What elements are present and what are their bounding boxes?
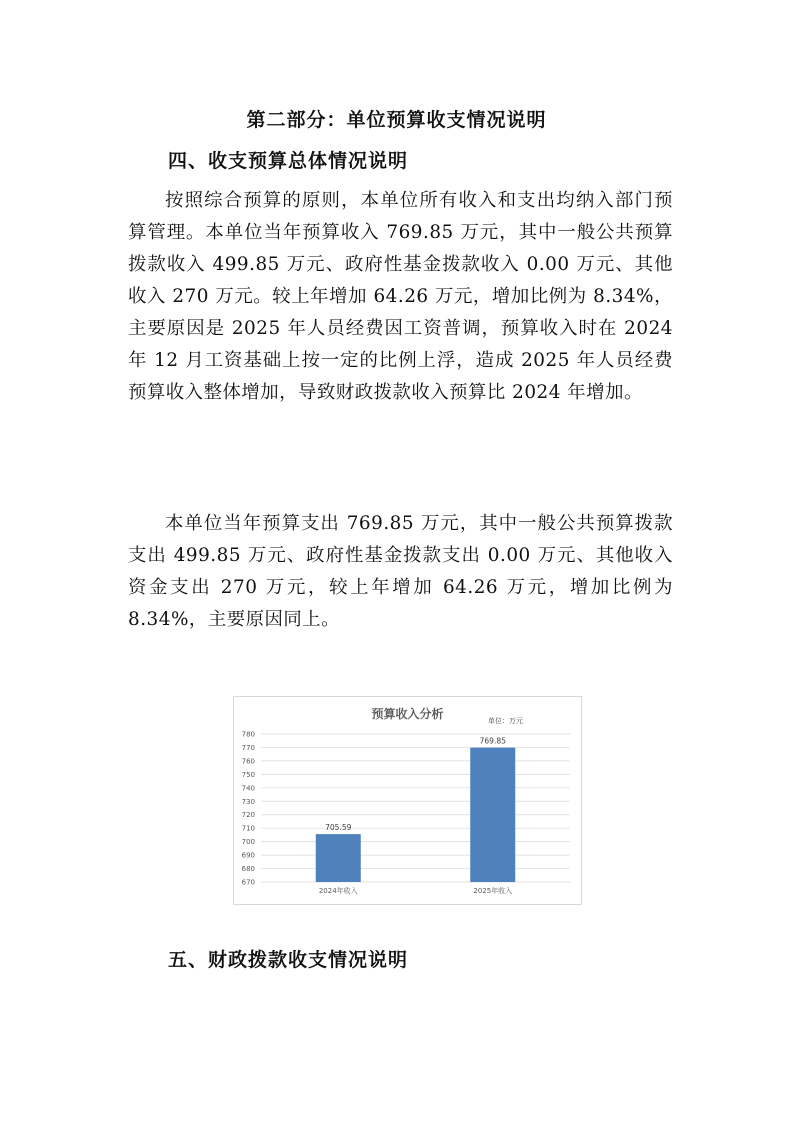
y-tick-label: 700 — [241, 838, 255, 847]
chart-plot — [234, 697, 581, 904]
section-four-paragraph-1: 按照综合预算的原则，本单位所有收入和支出均纳入部门预算管理。本单位当年预算收入 769.85 万元，其中一般公共预算拨款收入 499.85 万元、政府性基金拨款收入 0.00 万元、其他收入 270 万元。较上年增加 64.26 万元，增加比例为 8.34%，主要原因是 2025 年人员经费因工资普调，预算收入时在 2024 年 12 月工资基础上按一定的比例上浮，造成 2025 年人员经费预算收入整体增加，导致财政拨款收入预算比 2024 年增加。 — [128, 190, 673, 403]
y-tick-label: 710 — [241, 824, 255, 833]
y-tick-label: 730 — [241, 797, 255, 806]
bar-value-label: 705.59 — [325, 823, 352, 833]
bar-1 — [316, 834, 361, 882]
budget-income-chart — [233, 696, 582, 905]
y-tick-label: 740 — [241, 784, 255, 793]
y-tick-label: 760 — [241, 757, 255, 766]
y-tick-label: 780 — [241, 730, 255, 739]
bar-value-label: 769.85 — [479, 736, 506, 746]
y-tick-label: 720 — [241, 811, 255, 820]
y-tick-label: 770 — [241, 743, 255, 752]
section-five-heading: 五、财政拨款收支情况说明 — [168, 949, 409, 971]
y-tick-label: 690 — [241, 851, 255, 860]
chart-title: 预算收入分析 — [371, 707, 444, 721]
x-category-label: 2024年收入 — [318, 887, 358, 895]
y-tick-label: 670 — [241, 878, 255, 887]
section-four-paragraph-2: 本单位当年预算支出 769.85 万元，其中一般公共预算拨款支出 499.85 万元、政府性基金拨款支出 0.00 万元、其他收入资金支出 270 万元，较上年增加 64.26 万元，增加比例为 8.34%，主要原因同上。 — [128, 513, 673, 630]
y-tick-label: 750 — [241, 770, 255, 779]
bar-2 — [470, 748, 515, 882]
part-title: 第二部分：单位预算收支情况说明 — [246, 109, 547, 131]
section-four-heading: 四、收支预算总体情况说明 — [168, 150, 409, 172]
y-tick-label: 680 — [241, 865, 255, 874]
chart-unit-label: 单位：万元 — [488, 717, 523, 725]
x-category-label: 2025年收入 — [473, 887, 513, 895]
